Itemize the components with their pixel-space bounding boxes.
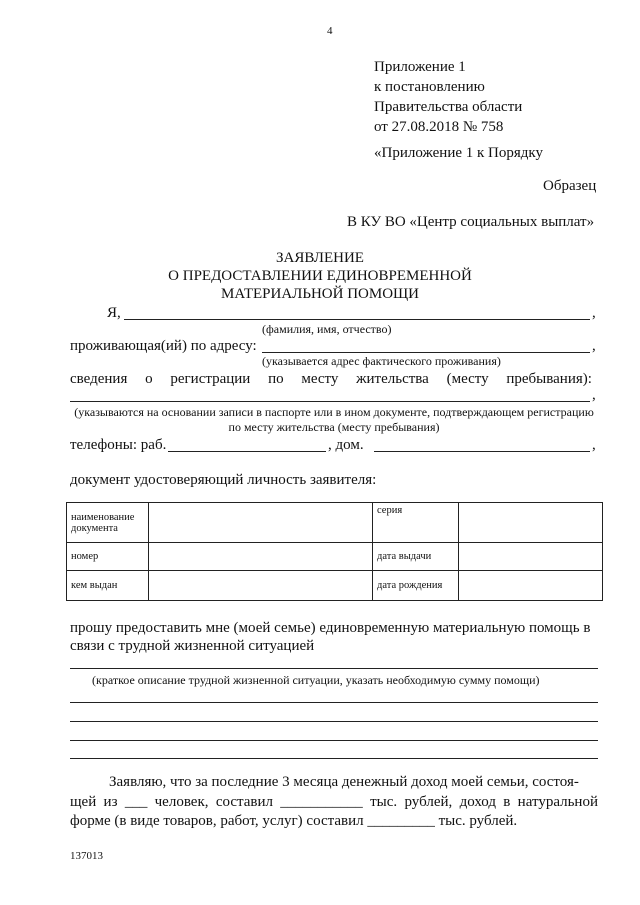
situation-input-line[interactable] [70,758,598,759]
declaration-line: форме (в виде товаров, работ, услуг) составил _________ тыс. рублей. [70,813,518,829]
work-phone-input-line[interactable] [168,451,326,452]
home-phone-input-line[interactable] [374,451,590,452]
title-line: О ПРЕДОСТАВЛЕНИИ ЕДИНОВРЕМЕННОЙ [168,268,472,284]
series-cell[interactable] [459,503,603,543]
situation-input-line[interactable] [70,740,598,741]
table-row [67,543,603,571]
series-header: серия [373,503,459,543]
fio-input-line[interactable] [124,319,590,320]
appendix-order: «Приложение 1 к Порядку [374,145,543,161]
addressee: В КУ ВО «Центр социальных выплат» [347,214,595,230]
issue-date-header: дата выдачи [373,543,459,571]
title-line: МАТЕРИАЛЬНОЙ ПОМОЩИ [220,286,420,302]
appendix-block [374,57,522,137]
doc-name-cell[interactable] [149,503,373,543]
issued-by-header: кем выдан [67,571,149,601]
i-label: Я, [107,305,121,321]
phones-label: телефоны: раб. [70,437,167,453]
number-header: номер [67,543,149,571]
request-line: прошу предоставить мне (моей семье) единовременную материальную помощь в [70,620,591,636]
situation-input-line[interactable] [70,721,598,722]
id-doc-label: документ удостоверяющий личность заявителя: [70,472,377,488]
situation-input-line[interactable] [70,702,598,703]
fio-hint: (фамилия, имя, отчество) [262,322,392,336]
situation-hint: (краткое описание трудной жизненной ситуации, указать необходимую сумму помощи) [92,673,540,687]
appendix-line: Приложение 1 [374,59,466,75]
issued-by-cell[interactable] [149,571,373,601]
appendix-line: к постановлению [374,79,485,95]
declaration-line: Заявляю, что за последние 3 месяца денежный доход моей семьи, состоя- [109,774,579,790]
registration-hint: (указываются на основании записи в паспорте или в ином документе, подтверждающем регистрацию по месту жительства (месту пребывания) [74,405,594,434]
title-line: ЗАЯВЛЕНИЕ [276,250,364,266]
sample-label: Образец [543,178,597,194]
issue-date-cell[interactable] [459,543,603,571]
address-hint: (указывается адрес фактического проживания) [262,354,501,368]
id-document-table [66,502,603,601]
comma: , [592,387,596,403]
table-row [67,571,603,601]
request-line: связи с трудной жизненной ситуацией [70,638,315,654]
comma: , [592,305,596,321]
birth-date-cell[interactable] [459,571,603,601]
footer-code: 137013 [70,850,103,862]
birth-date-header: дата рождения [373,571,459,601]
declaration-line: щей из ___ человек, составил ___________ тыс. рублей, доход в натуральной [70,794,598,810]
document-title [0,249,640,303]
comma: , [592,338,596,354]
registration-input-line[interactable] [70,401,590,402]
table-row [67,503,603,543]
appendix-line: от 27.08.2018 № 758 [374,119,504,135]
registration-label: сведения о регистрации по месту жительства (месту пребывания): [70,371,592,387]
number-cell[interactable] [149,543,373,571]
page-number: 4 [327,25,333,37]
doc-name-header: наименование документа [67,503,149,543]
comma: , [592,437,596,453]
home-label: , дом. [328,437,364,453]
situation-input-line[interactable] [70,668,598,669]
appendix-line: Правительства области [374,99,523,115]
address-input-line[interactable] [262,352,590,353]
address-label: проживающая(ий) по адресу: [70,338,257,354]
